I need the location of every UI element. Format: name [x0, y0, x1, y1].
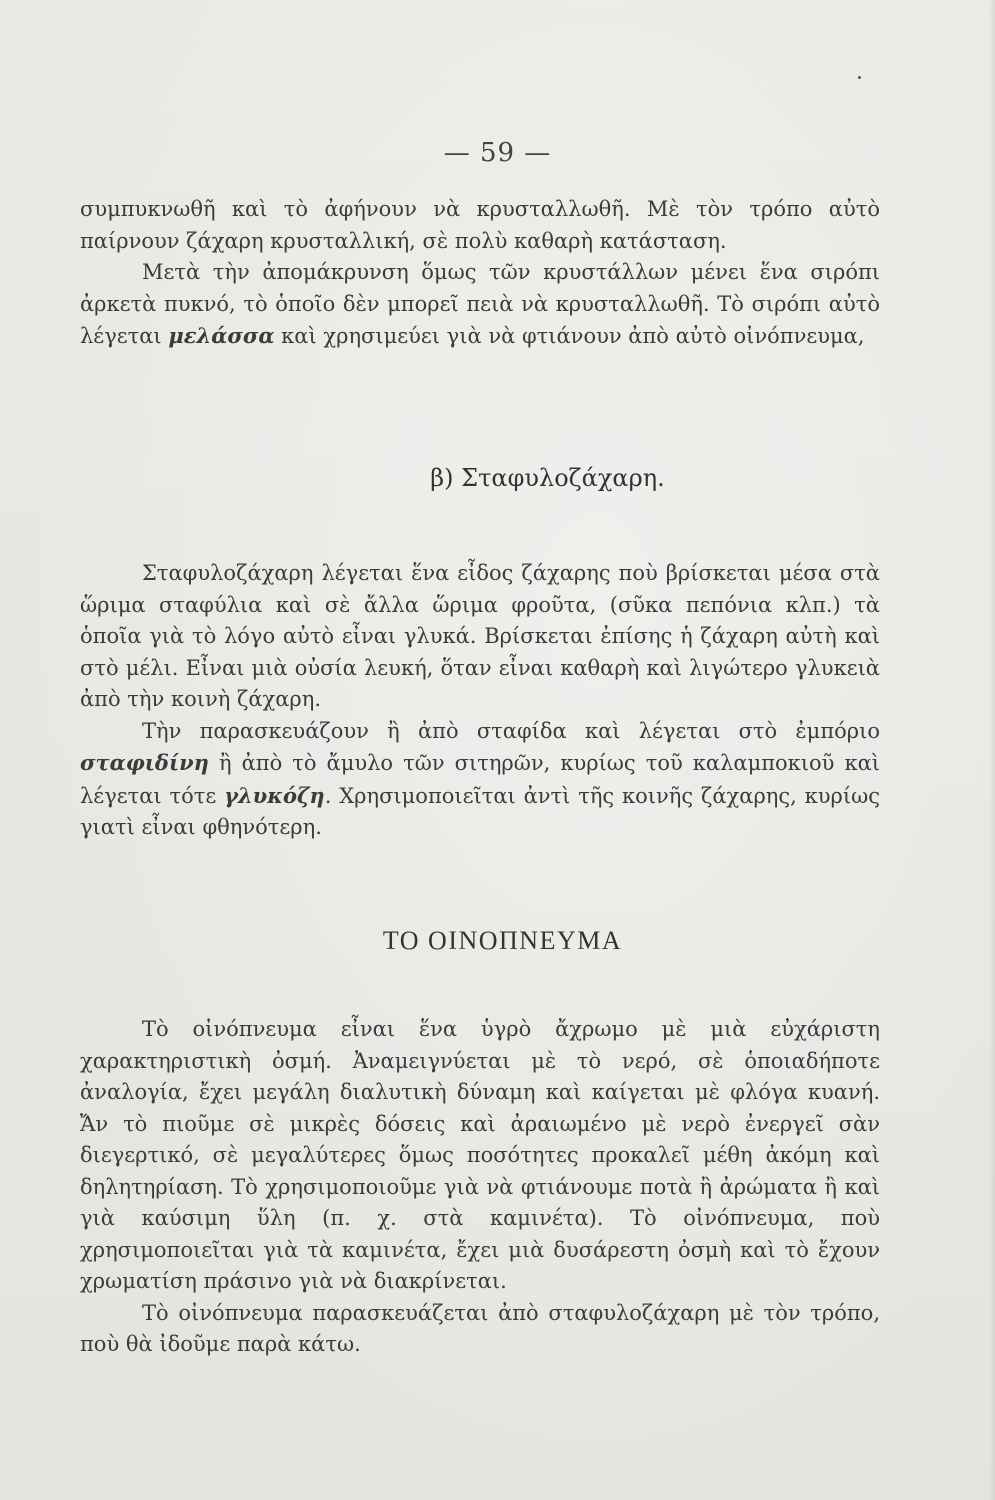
ink-speck: [858, 76, 861, 79]
paragraph-molasses-text-a: Μετὰ τὴν ἀπομάκρυνση ὅμως τῶν κρυστάλλων μένει ἕνα σιρόπι ἀρκετὰ πυκνό, τὸ ὁποῖο δὲν μπορεῖ πειὰ νὰ κρυσταλλωθῆ. Τὸ σιρόπι αὐτὸ λέγεται: [80, 260, 880, 348]
paragraph-molasses-text-b: καὶ χρησιμεύει γιὰ νὰ φτιάνουν ἀπὸ αὐτὸ οἰνόπνευμα,: [274, 324, 865, 348]
paragraph-production-text-c: . Χρησιμοποιεῖται ἀντὶ τῆς κοινῆς ζάχαρης, κυρίως γιατὶ εἶναι φθηνότερη.: [80, 783, 880, 839]
section-heading-grape-sugar: β) Σταφυλοζάχαρη.: [430, 464, 665, 492]
paragraph-production-text-a: Τὴν παρασκευάζουν ἢ ἀπὸ σταφίδα καὶ λέγεται στὸ ἐμπόριο: [142, 718, 880, 743]
paragraph-molasses: [80, 257, 880, 353]
paragraph-grape-sugar-definition: Σταφυλοζάχαρη λέγεται ἕνα εἶδος ζάχαρης ποὺ βρίσκεται μέσα στὰ ὥριμα σταφύλια καὶ σὲ ἄλλα ὥριμα φροῦτα, (σῦκα πεπόνια κλπ.) τὰ ὁποῖα γιὰ τὸ λόγο αὐτὸ εἶναι γλυκά. Βρίσκεται ἐπίσης ἡ ζάχαρη αὐτὴ καὶ στὸ μέλι. Εἶναι μιὰ οὐσία λευκή, ὅταν εἶναι καθαρὴ καὶ λιγώτερο γλυκειὰ ἀπὸ τὴν κοινὴ ζάχαρη.: [80, 561, 880, 711]
page-number: — 59 —: [443, 138, 552, 168]
page-edge-shadow: [989, 0, 995, 1500]
paragraph-production-text-b: ἢ ἀπὸ τὸ ἄμυλο τῶν σιτηρῶν, κυρίως τοῦ καλαμποκιοῦ καὶ λέγεται τότε: [80, 751, 880, 808]
section-heading-alcohol: ΤΟ ΟΙΝΟΠΝΕΥΜΑ: [382, 926, 623, 955]
paragraph-alcohol-properties: Τὸ οἰνόπνευμα εἶναι ἕνα ὑγρὸ ἄχρωμο μὲ μιὰ εὐχάριστη χαρακτηριστικὴ ὀσμή. Ἀναμειγνύεται μὲ τὸ νερό, σὲ ὁποιαδήποτε ἀναλογία, ἔχει μεγάλη διαλυτικὴ δύναμη καὶ καίγεται μὲ φλόγα κυανή. Ἄν τὸ πιοῦμε σὲ μικρὲς δόσεις καὶ ἀραιωμένο μὲ νερὸ ἐνεργεῖ σὰν διεγερτικό, σὲ μεγαλύτερες ὅμως ποσότητες προκαλεῖ μέθη ἀκόμη καὶ δηλητηρίαση. Τὸ χρησιμοποιοῦμε γιὰ νὰ φτιάνουμε ποτὰ ἢ ἀρώματα ἢ καὶ γιὰ καύσιμη ὕλη (π. χ. στὰ καμινέτα). Τὸ οἰνόπνευμα, ποὺ χρησιμοποιεῖται γιὰ τὰ καμινέτα, ἔχει μιὰ δυσάρεστη ὀσμὴ καὶ τὸ ἔχουν χρωματίση πράσινο γιὰ νὰ διακρίνεται.: [80, 1017, 880, 1293]
section-sugar-crystallization: [80, 194, 880, 353]
section-grape-sugar: [80, 558, 880, 844]
section-alcohol: [80, 1014, 880, 1361]
term-molasses: μελάσσα: [168, 323, 275, 348]
paragraph-crystallization: συμπυκνωθῆ καὶ τὸ ἀφήνουν νὰ κρυσταλλωθῆ. Μὲ τὸν τρόπο αὐτὸ παίρνουν ζάχαρη κρυσταλλική, σὲ πολὺ καθαρὴ κατάσταση.: [80, 197, 880, 253]
paragraph-alcohol-production: Τὸ οἰνόπνευμα παρασκευάζεται ἀπὸ σταφυλοζάχαρη μὲ τὸν τρόπο, ποὺ θὰ ἰδοῦμε παρὰ κάτω.: [80, 1300, 880, 1356]
term-glucose: γλυκόζη: [224, 782, 325, 808]
paragraph-grape-sugar-production: [80, 716, 880, 844]
term-stafidini: σταφιδίνη: [80, 750, 209, 775]
